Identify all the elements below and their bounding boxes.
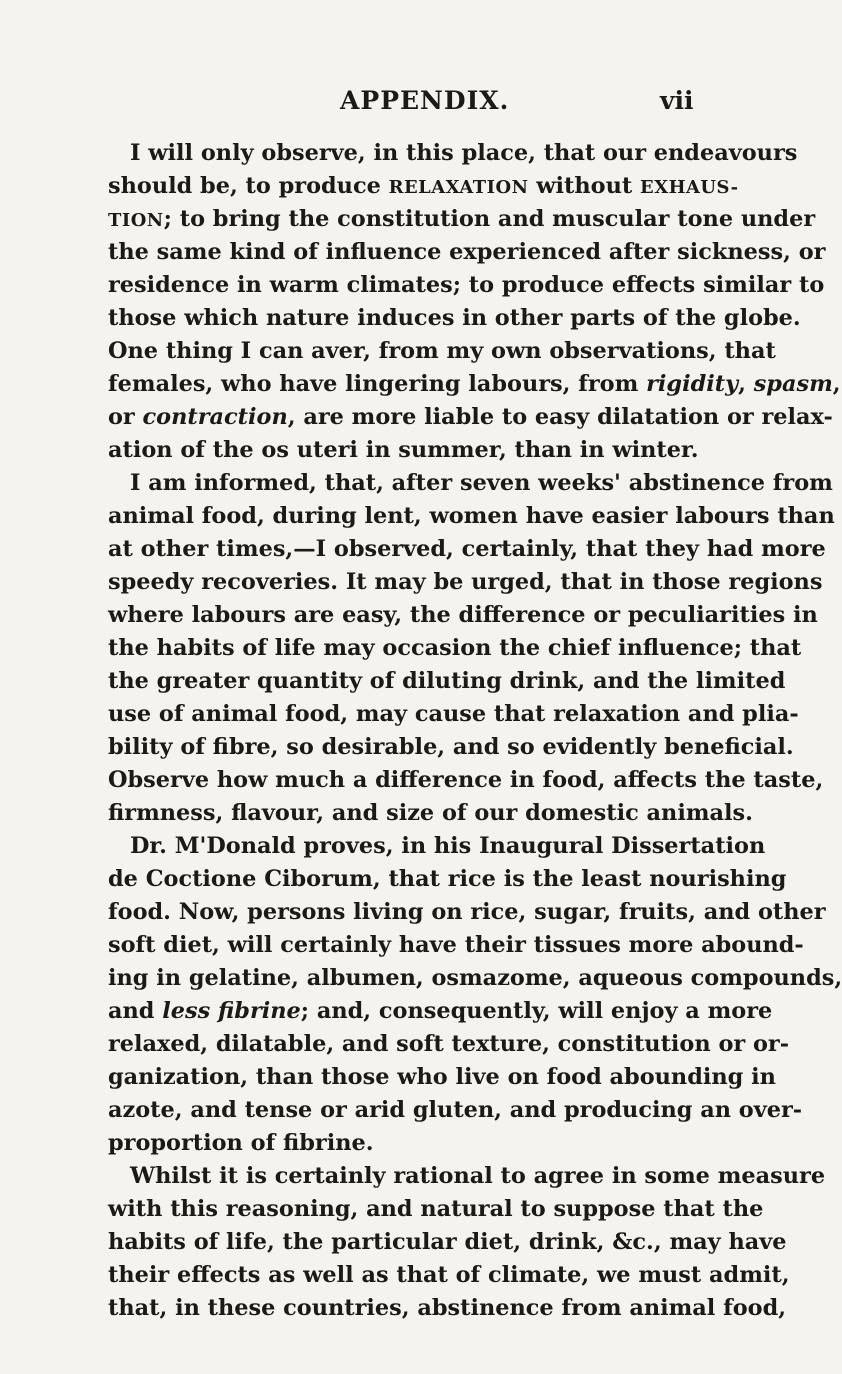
text-line: ing in gelatine, albumen, osmazome, aqueous compounds, [108,965,842,991]
text-line: bility of fibre, so desirable, and so evidently beneficial. [108,734,794,760]
text-line: One thing I can aver, from my own observations, that [108,338,776,364]
text-line: azote, and tense or arid gluten, and producing an over- [108,1097,803,1123]
text-line: food. Now, persons living on rice, sugar, fruits, and other [108,899,826,925]
text-line: residence in warm climates; to produce effects similar to [108,272,825,298]
text-line: Dr. M'Donald proves, in his Inaugural Dissertation [130,833,766,859]
text-line: speedy recoveries. It may be urged, that in those regions [108,569,823,595]
italic-term: spasm [753,371,833,397]
text-line: use of animal food, may cause that relaxation and plia- [108,701,799,727]
text-line: their effects as well as that of climate, we must admit, [108,1262,790,1288]
text-line: the same kind of influence experienced after sickness, or [108,239,826,265]
text-line: ation of the os uteri in summer, than in winter. [108,437,699,463]
text-line: Whilst it is certainly rational to agree in some measure [130,1163,826,1189]
body-text [108,137,842,1325]
italic-term: rigidity [646,371,739,397]
text-line: ganization, than those who live on food abounding in [108,1064,776,1090]
text-line: the habits of life may occasion the chief influence; that [108,635,802,661]
text-line: TION; to bring the constitution and muscular tone under [108,206,816,232]
text-line: proportion of fibrine. [108,1130,374,1156]
text-line: should be, to produce RELAXATION without EXHAUS- [108,173,739,199]
text-line: with this reasoning, and natural to suppose that the [108,1196,764,1222]
text-line: Observe how much a difference in food, affects the taste, [108,767,824,793]
text-line: at other times,—I observed, certainly, that they had more [108,536,826,562]
text-line: relaxed, dilatable, and soft texture, constitution or or- [108,1031,789,1057]
small-caps-term: TION [108,210,164,231]
text-line: soft diet, will certainly have their tissues more abound- [108,932,804,958]
text-line: those which nature induces in other parts of the globe. [108,305,801,331]
text-line: de Coctione Ciborum, that rice is the least nourishing [108,866,787,892]
small-caps-term: RELAXATION [388,177,529,198]
text-line: the greater quantity of diluting drink, and the limited [108,668,786,694]
running-head: APPENDIX. [340,86,510,115]
text-line: where labours are easy, the difference or peculiarities in [108,602,818,628]
text-line: and less fibrine; and, consequently, will enjoy a more [108,998,773,1024]
text-line: that, in these countries, abstinence from animal food, [108,1295,787,1321]
italic-term: contraction [142,404,288,430]
text-line: animal food, during lent, women have easier labours than [108,503,835,529]
italic-term: less fibrine [162,998,301,1024]
text-line: I am informed, that, after seven weeks' abstinence from [130,470,833,496]
text-line: I will only observe, in this place, that our endeavours [130,140,798,166]
text-line: firmness, flavour, and size of our domestic animals. [108,800,753,826]
text-line: or contraction, are more liable to easy dilatation or relax- [108,404,833,430]
text-line: habits of life, the particular diet, drink, &c., may have [108,1229,787,1255]
page-number: vii [660,86,694,115]
small-caps-term: EXHAUS- [640,177,739,198]
text-line: females, who have lingering labours, from rigidity, spasm, [108,371,841,397]
page-header [0,86,800,126]
